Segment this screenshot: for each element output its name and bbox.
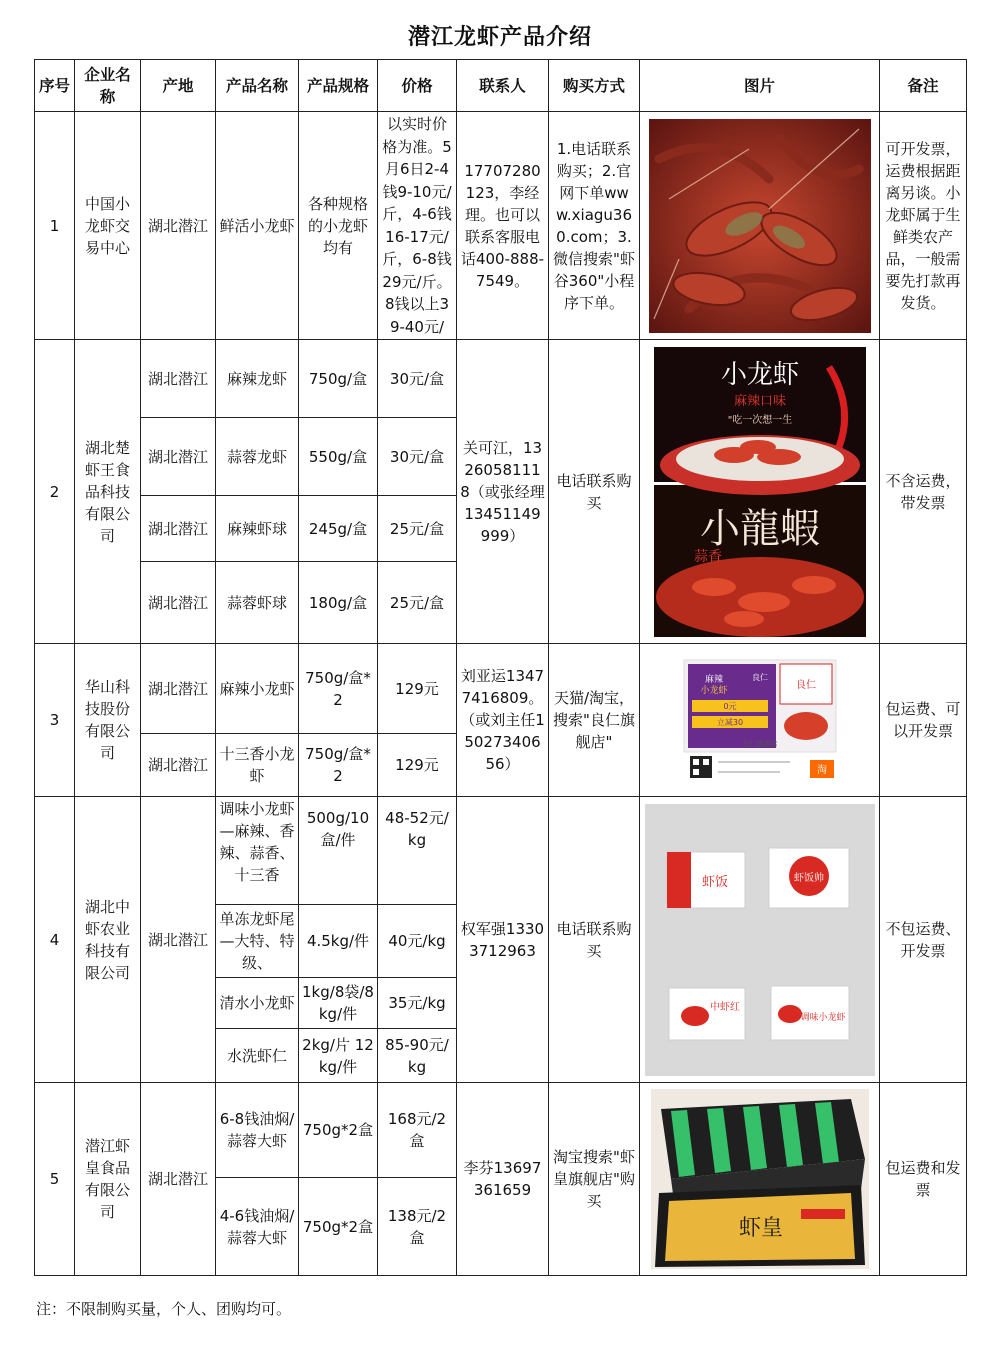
page-title: 潜江龙虾产品介绍	[407, 25, 592, 50]
box1-label: 虾饭	[701, 874, 728, 890]
product-name: 麻辣虾球	[216, 496, 299, 562]
price: 40元/kg	[378, 905, 457, 978]
card-brand-2: 良仁	[795, 680, 816, 691]
product-spec: 750g/盒*2	[299, 734, 378, 797]
product-spec: 500g/10盒/件	[299, 797, 378, 905]
origin: 湖北潜江	[141, 797, 216, 1083]
gift-box-photo-icon	[645, 804, 875, 1076]
card-promo: 立减30	[716, 718, 743, 727]
product-image-cell	[640, 644, 880, 797]
product-card-icon	[680, 656, 840, 784]
poster2-subtitle: 蒜香	[693, 548, 722, 565]
poster-title: 小龙虾	[720, 359, 799, 390]
remark: 包运费和发票	[880, 1083, 967, 1276]
footnote: 注：不限制购买量，个人、团购均可。	[36, 1300, 292, 1318]
product-spec: 4.5kg/件	[299, 905, 378, 978]
company-name: 湖北楚虾王食品科技有限公司	[75, 340, 141, 644]
header-image: 图片	[640, 60, 880, 112]
gift-pack-photo-icon	[651, 1089, 869, 1269]
origin: 湖北潜江	[141, 644, 216, 734]
price: 30元/盒	[378, 340, 457, 418]
header-spec: 产品规格	[299, 60, 378, 112]
product-spec: 1kg/8袋/8kg/件	[299, 978, 378, 1029]
buy-method: 天猫/淘宝，搜索"良仁旗舰店"	[549, 644, 640, 797]
header-buy: 购买方式	[549, 60, 640, 112]
product-image-cell	[640, 112, 880, 340]
row-no: 4	[35, 797, 75, 1083]
table-row	[35, 644, 967, 734]
contact: 李芬13697361659	[457, 1083, 549, 1276]
buy-method: 1.电话联系购买；2.官网下单www.xiagu360.com；3.微信搜索"虾谷360"小程序下单。	[549, 112, 640, 340]
table-row	[35, 340, 967, 418]
product-name: 蒜蓉龙虾	[216, 418, 299, 496]
product-name: 蒜蓉虾球	[216, 562, 299, 644]
header-no: 序号	[35, 60, 75, 112]
price: 129元	[378, 644, 457, 734]
company-name: 湖北中虾农业科技有限公司	[75, 797, 141, 1083]
pack-label: 虾皇	[738, 1216, 783, 1241]
product-spec: 750g*2盒	[299, 1083, 378, 1178]
table-row	[35, 797, 967, 905]
product-name: 麻辣小龙虾	[216, 644, 299, 734]
card-label2: 小龙虾	[699, 686, 728, 696]
origin: 湖北潜江	[141, 418, 216, 496]
row-no: 1	[35, 112, 75, 340]
origin: 湖北潜江	[141, 112, 216, 340]
row-no: 3	[35, 644, 75, 797]
product-spec: 180g/盒	[299, 562, 378, 644]
origin: 湖北潜江	[141, 1083, 216, 1276]
table-row	[35, 112, 967, 340]
product-spec: 750g*2盒	[299, 1178, 378, 1276]
product-spec: 550g/盒	[299, 418, 378, 496]
company-name: 潜江虾皇食品有限公司	[75, 1083, 141, 1276]
price: 48-52元/kg	[378, 797, 457, 905]
product-table	[34, 59, 967, 1276]
product-name-text: 单冻龙虾尾—大特、特级、	[219, 910, 295, 972]
product-name: 清水小龙虾	[216, 978, 299, 1029]
poster-slogan: "吃一次想一生	[727, 414, 792, 426]
crayfish-photo-icon	[649, 119, 871, 333]
header-origin: 产地	[141, 60, 216, 112]
price: 35元/kg	[378, 978, 457, 1029]
header-price: 价格	[378, 60, 457, 112]
origin: 湖北潜江	[141, 496, 216, 562]
contact: 17707280123，李经理。也可以联系客服电话400-888-7549。	[457, 112, 549, 340]
product-image-cell	[640, 797, 880, 1083]
price: 以实时价格为准。5月6日2-4钱9-10元/斤，4-6钱16-17元/斤，6-8钱29元/斤。8钱以上39-40元/	[378, 112, 457, 340]
product-spec: 2kg/片 12kg/件	[299, 1029, 378, 1083]
header-product: 产品名称	[216, 60, 299, 112]
price: 25元/盒	[378, 562, 457, 644]
poster-subtitle: 麻辣口味	[733, 393, 786, 409]
price: 138元/2盒	[378, 1178, 457, 1276]
product-name: 6-8钱油焖/蒜蓉大虾	[216, 1083, 299, 1178]
price: 30元/盒	[378, 418, 457, 496]
product-name: 十三香小龙虾	[216, 734, 299, 797]
header-remark: 备注	[880, 60, 967, 112]
product-image-cell	[640, 340, 880, 644]
price: 129元	[378, 734, 457, 797]
product-spec: 各种规格的小龙虾均有	[299, 112, 378, 340]
price: 85-90元/kg	[378, 1029, 457, 1083]
product-name	[216, 797, 299, 905]
remark: 可开发票，运费根据距离另谈。小龙虾属于生鲜类农产品，一般需要先打款再发货。	[880, 112, 967, 340]
contact: 刘亚运13477416809。（或刘主任15027340656）	[457, 644, 549, 797]
row-no: 5	[35, 1083, 75, 1276]
remark: 不含运费，带发票	[880, 340, 967, 644]
header-row	[35, 60, 967, 112]
card-brand: 良仁	[751, 673, 768, 682]
card-price-tag: 0元	[722, 702, 737, 711]
taobao-icon: 淘	[816, 765, 827, 776]
buy-method: 电话联系购买	[549, 797, 640, 1083]
buy-method: 电话联系购买	[549, 340, 640, 644]
box3-label: 中虾红	[709, 1001, 740, 1013]
product-name-text: 调味小龙虾—麻辣、香辣、蒜香、十三香	[219, 800, 295, 884]
price: 168元/2盒	[378, 1083, 457, 1178]
crayfish-poster-icon	[654, 347, 866, 637]
product-name: 4-6钱油焖/蒜蓉大虾	[216, 1178, 299, 1276]
product-name	[216, 905, 299, 978]
header-company: 企业名称	[75, 60, 141, 112]
product-spec: 750g/盒	[299, 340, 378, 418]
box4-label: 调味小龙虾	[799, 1012, 846, 1023]
product-name: 鲜活小龙虾	[216, 112, 299, 340]
box2-label: 虾饭帅	[793, 872, 824, 884]
remark: 不包运费、开发票	[880, 797, 967, 1083]
origin: 湖北潜江	[141, 340, 216, 418]
product-image-cell	[640, 1083, 880, 1276]
card-shop: 良仁旗舰店	[742, 740, 777, 748]
header-contact: 联系人	[457, 60, 549, 112]
row-no: 2	[35, 340, 75, 644]
company-name: 华山科技股份有限公司	[75, 644, 141, 797]
origin: 湖北潜江	[141, 562, 216, 644]
remark: 包运费、可以开发票	[880, 644, 967, 797]
buy-method: 淘宝搜索"虾皇旗舰店"购买	[549, 1083, 640, 1276]
product-spec: 245g/盒	[299, 496, 378, 562]
contact: 关可江，13260581118（或张经理13451149999）	[457, 340, 549, 644]
company-name: 中国小龙虾交易中心	[75, 112, 141, 340]
price: 25元/盒	[378, 496, 457, 562]
product-name: 麻辣龙虾	[216, 340, 299, 418]
table-row	[35, 1083, 967, 1178]
contact: 权军强13303712963	[457, 797, 549, 1083]
origin: 湖北潜江	[141, 734, 216, 797]
product-spec: 750g/盒*2	[299, 644, 378, 734]
card-label1: 麻辣	[704, 675, 723, 685]
poster2-title: 小龍蝦	[699, 505, 820, 552]
product-name: 水洗虾仁	[216, 1029, 299, 1083]
